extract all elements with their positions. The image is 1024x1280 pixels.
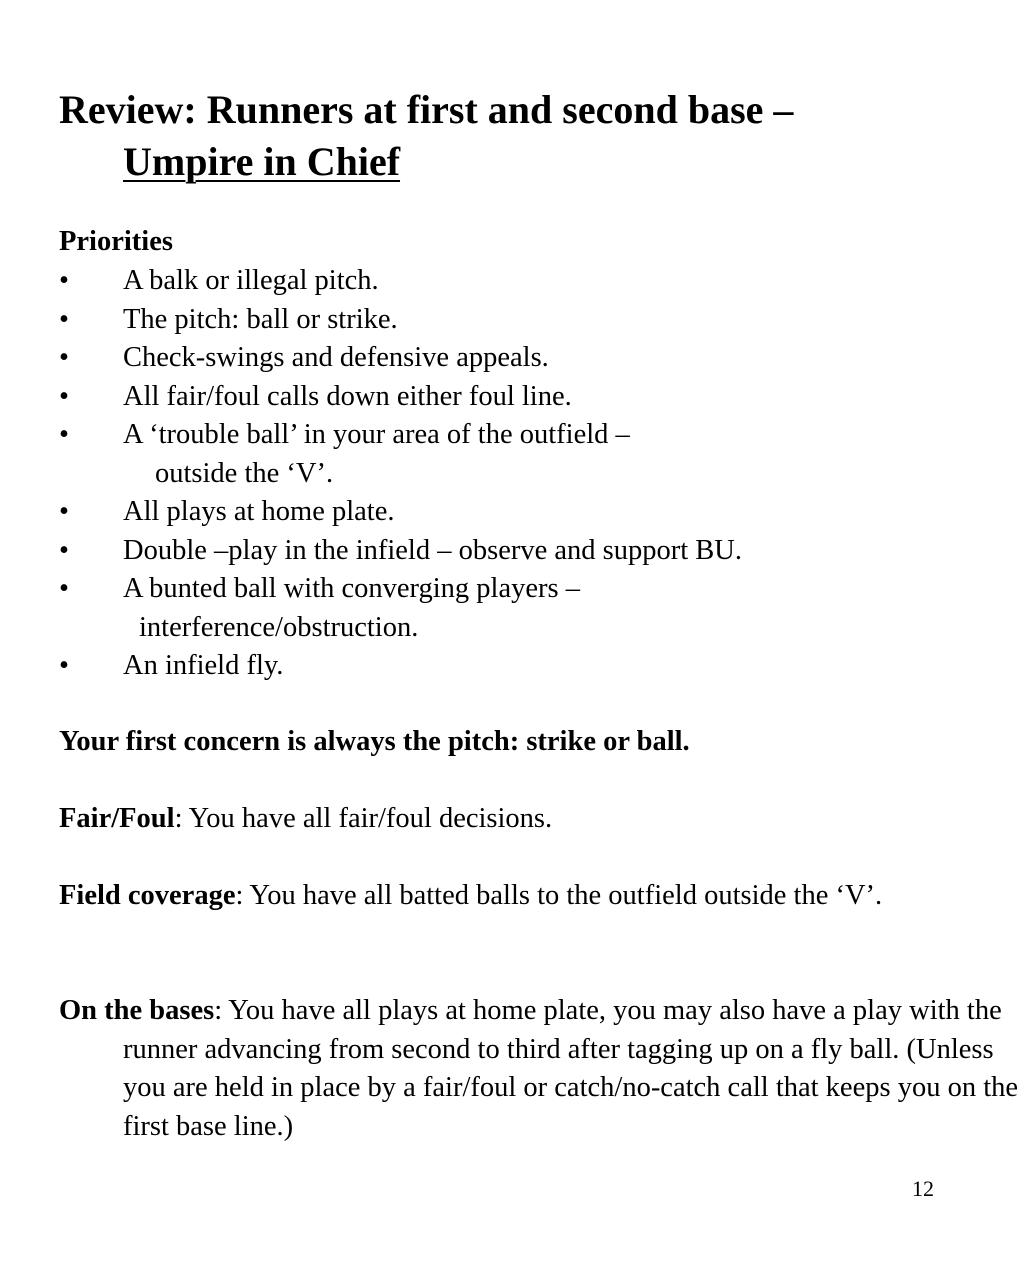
bullet-icon: • — [59, 303, 69, 335]
field-coverage-paragraph — [59, 877, 1024, 916]
fair-foul-label: Fair/Foul — [59, 803, 175, 834]
on-the-bases-label: On the bases — [59, 995, 215, 1026]
bullet-icon: • — [59, 342, 69, 373]
list-item-text: A balk or illegal pitch. — [123, 265, 379, 296]
bullet-icon: • — [59, 650, 69, 681]
list-item — [59, 647, 979, 686]
list-item-text: The pitch: ball or strike. — [123, 303, 398, 335]
list-item — [59, 532, 979, 571]
bullet-icon: • — [59, 496, 69, 527]
list-item-text: Double –play in the infield – observe and support BU. — [123, 534, 742, 566]
bullet-icon: • — [59, 419, 69, 450]
field-coverage-text: : You have all batted balls to the outfield outside the ‘V’. — [235, 880, 883, 911]
list-item — [59, 493, 979, 532]
list-item-continuation: interference/obstruction. — [139, 611, 419, 643]
bullet-icon: • — [59, 265, 69, 296]
list-item-text: A ‘trouble ball’ in your area of the outfield – — [123, 419, 630, 450]
fair-foul-text: : You have all fair/foul decisions. — [174, 803, 553, 834]
list-item-continuation: outside the ‘V’. — [155, 457, 334, 489]
list-item-text: Check-swings and defensive appeals. — [123, 342, 549, 373]
list-item-text: A bunted ball with converging players – — [123, 573, 580, 604]
list-item-text: All fair/foul calls down either foul line. — [123, 380, 572, 412]
list-item-text: An infield fly. — [123, 650, 284, 681]
priorities-list — [59, 262, 979, 686]
list-item — [59, 262, 979, 301]
page-number: 12 — [912, 1176, 934, 1201]
page-title — [59, 84, 999, 188]
first-concern-statement: Your first concern is always the pitch: strike or ball. — [59, 726, 690, 757]
bullet-icon: • — [59, 573, 69, 604]
bullet-icon: • — [59, 534, 69, 566]
list-item — [59, 416, 979, 493]
title-line-2: Umpire in Chief — [123, 139, 401, 184]
title-line-1: Review: Runners at first and second base – — [59, 87, 794, 132]
priorities-heading: Priorities — [59, 226, 173, 257]
list-item — [59, 339, 979, 378]
list-item — [59, 570, 979, 647]
bullet-icon: • — [59, 380, 69, 412]
field-coverage-label: Field coverage — [59, 880, 236, 911]
fair-foul-paragraph — [59, 800, 1024, 839]
list-item-text: All plays at home plate. — [123, 496, 395, 527]
on-the-bases-paragraph — [59, 992, 1024, 1146]
on-the-bases-text: : You have all plays at home plate, you may also have a play with the runner advancing from second to third after tagging up on a fly ball. (Unless you are held in place by a fair/foul or catch/no-catch call that keeps you on the first base line.) — [123, 995, 1019, 1142]
list-item — [59, 378, 979, 417]
list-item — [59, 301, 979, 340]
